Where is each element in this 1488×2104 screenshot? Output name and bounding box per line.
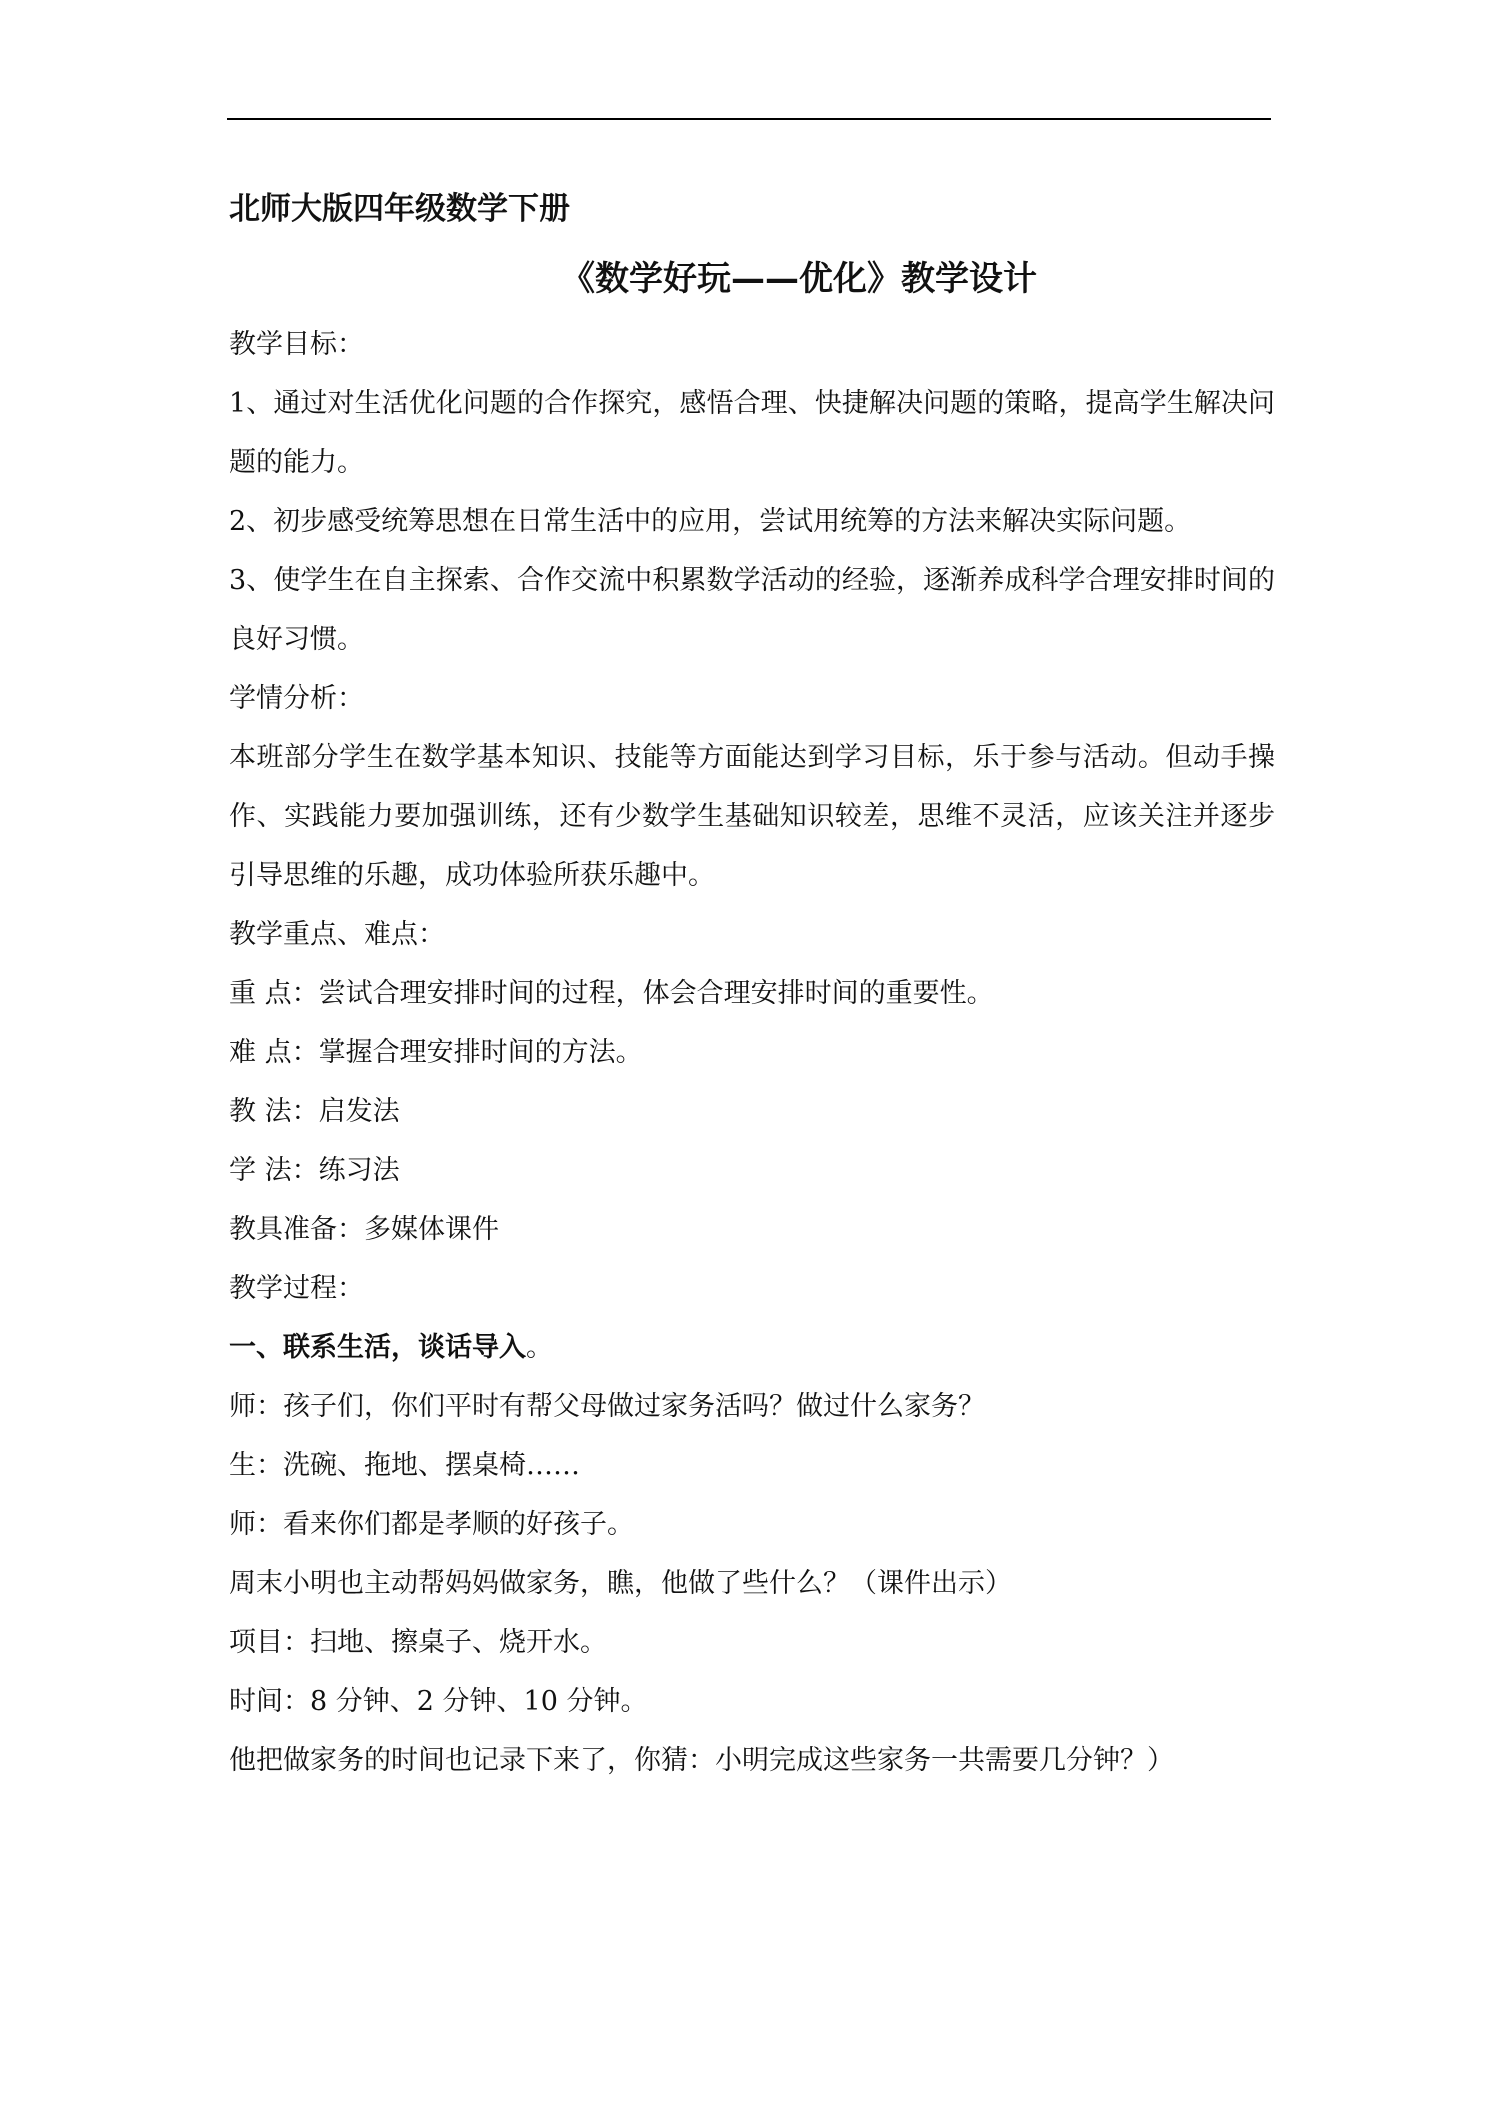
dialogue-line: 时间：8 分钟、2 分钟、10 分钟。 (229, 1686, 648, 1717)
objective-item-2: 2、初步感受统筹思想在日常生活中的应用，尝试用统筹的方法来解决实际问题。 (229, 506, 1192, 537)
objective-item-1: 1、通过对生活优化问题的合作探究，感悟合理、快捷解决问题的策略，提高学生解决问题的能力。 (229, 388, 1275, 478)
section-1-title: 一、联系生活，谈话导入 (229, 1332, 526, 1363)
dialogue-line: 项目：扫地、擦桌子、烧开水。 (229, 1627, 607, 1658)
objective-item-3: 3、使学生在自主探索、合作交流中积累数学活动的经验，逐渐养成科学合理安排时间的良好习惯。 (229, 565, 1275, 655)
dialogue-line: 生：洗碗、拖地、摆桌椅…… (229, 1450, 580, 1481)
dialogue-line: 师：孩子们，你们平时有帮父母做过家务活吗？做过什么家务？ (229, 1391, 985, 1422)
teaching-materials: 教具准备：多媒体课件 (229, 1214, 499, 1245)
process-heading: 教学过程： (229, 1273, 364, 1304)
dialogue-line: 他把做家务的时间也记录下来了，你猜：小明完成这些家务一共需要几分钟？） (229, 1745, 1174, 1776)
analysis-text: 本班部分学生在数学基本知识、技能等方面能达到学习目标，乐于参与活动。但动手操作、实践能力要加强训练，还有少数学生基础知识较差，思维不灵活，应该关注并逐步引导思维的乐趣，成功体验所获乐趣中。 (229, 742, 1275, 891)
dialogue-line: 周末小明也主动帮妈妈做家务，瞧，他做了些什么？（课件出示） (229, 1568, 1012, 1599)
key-point: 重 点：尝试合理安排时间的过程，体会合理安排时间的重要性。 (229, 978, 994, 1009)
section-1-heading (229, 1318, 1275, 1377)
document-body (229, 183, 1275, 1790)
teaching-method: 教 法：启发法 (229, 1096, 400, 1127)
focus-heading: 教学重点、难点： (229, 919, 445, 950)
difficulty: 难 点：掌握合理安排时间的方法。 (229, 1037, 643, 1068)
header-rule (227, 118, 1271, 120)
document-title: 《数学好玩——优化》教学设计 (561, 259, 1037, 299)
learning-method: 学 法：练习法 (229, 1155, 400, 1186)
series-title: 北师大版四年级数学下册 (229, 191, 570, 227)
section-1-suffix: 。 (526, 1332, 553, 1363)
dialogue-line: 师：看来你们都是孝顺的好孩子。 (229, 1509, 634, 1540)
analysis-heading: 学情分析： (229, 683, 364, 714)
objectives-heading: 教学目标： (229, 329, 364, 360)
